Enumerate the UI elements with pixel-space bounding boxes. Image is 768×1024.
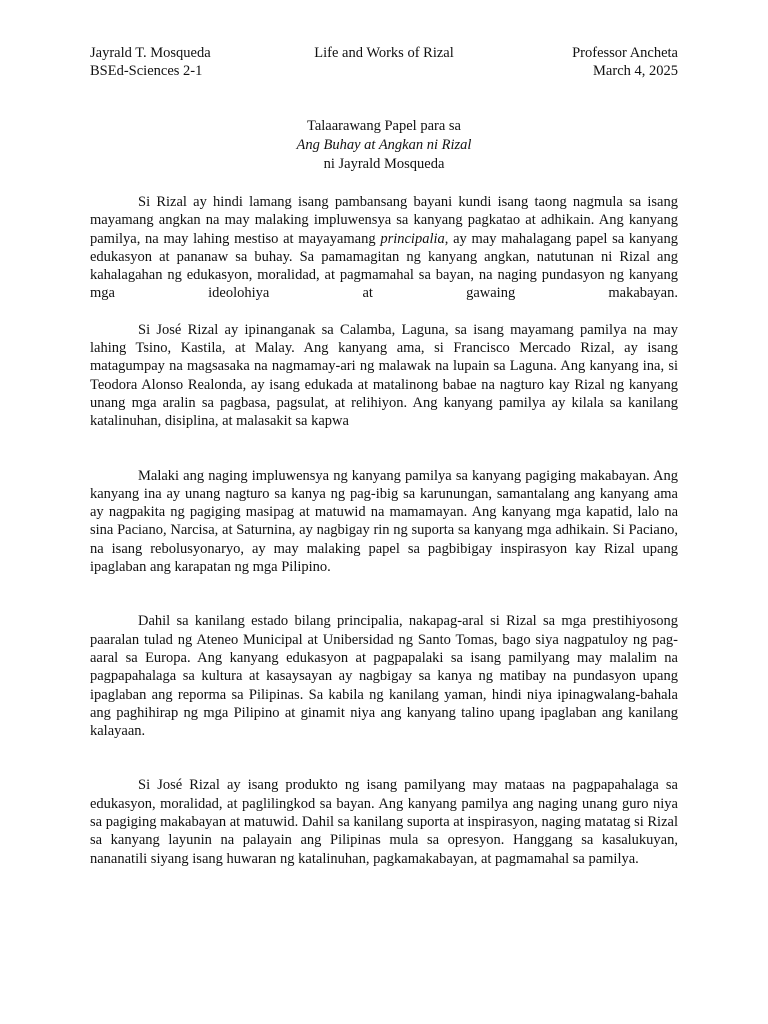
course-name: Life and Works of Rizal	[314, 45, 454, 61]
title-line-2: Ang Buhay at Angkan ni Rizal	[296, 137, 472, 153]
title-block	[90, 117, 678, 174]
header-left	[90, 45, 284, 80]
title-line-1: Talaarawang Papel para sa	[307, 118, 461, 134]
professor-name: Professor Ancheta	[572, 45, 678, 61]
author-name: Jayrald T. Mosqueda	[90, 45, 211, 61]
paragraph-1-italic-term: principalia	[380, 230, 445, 247]
document-date: March 4, 2025	[593, 62, 678, 79]
paragraph-5: Si José Rizal ay isang produkto ng isang pamilyang may mataas na pagpapahalaga sa edukasyon, moralidad, at paglilingkod sa bayan. Ang kanyang pamilya ang naging unang guro niya sa pagiging makabayan at matuwid. Dahil sa kanilang suporta at inspirasyon, naging matatag si Rizal sa kanyang layunin na palayain ang Pilipinas mula sa opresyon. Hanggang sa kasalukuyan, nananatili siyang isang huwaran ng katalinuhan, pagkamakabayan, at pagmamahal sa pamilya.	[90, 777, 678, 867]
essay-body	[90, 193, 678, 868]
class-section: BSEd-Sciences 2-1	[90, 62, 203, 79]
paragraph-3: Malaki ang naging impluwensya ng kanyang pamilya sa kanyang pagiging makabayan. Ang kanyang ina ay unang nagturo sa kanya ng pag-ibig sa karunungan, samantalang ang kanyang ama ay nagpakita ng pagiging masipag at matuwid na mamamayan. Ang kanyang mga kapatid, lalo na sina Paciano, Narcisa, at Saturnina, ay nagbigay rin ng suporta sa kanyang mga adhikain. Si Paciano, na isang rebolusyonaryo, ay may malaking papel sa pagbibigay inspirasyon kay Rizal upang ipaglaban ang karapatan ng mga Pilipino.	[90, 467, 678, 576]
paragraph-1-text-a: Si Rizal ay hindi lamang isang pambansang bayani kundi isang taong nagmula sa isang mayamang angkan na may malaking impluwensya sa kanyang pagkatao at adhikain. Ang kanyang pamilya, na may lahing mestiso at mayayamang	[90, 194, 678, 247]
paragraph-1	[90, 193, 678, 303]
header-center	[284, 45, 484, 80]
paragraph-2: Si José Rizal ay ipinanganak sa Calamba, Laguna, sa isang mayamang pamilya na may lahing Tsino, Kastila, at Malay. Ang kanyang ama, si Francisco Mercado Rizal, ay isang matagumpay na magsasaka na nagmamay-ari ng malawak na lupain sa Laguna. Ang kanyang ina, si Teodora Alonso Realonda, ay isang edukada at matalinong babae na nagturo kay Rizal ng kanyang unang mga aralin sa pagbasa, pagsulat, at relihiyon. Ang kanyang pamilya ay kilala sa kanilang katalinuhan, disiplina, at malasakit sa kapwa	[90, 321, 678, 430]
document-header	[90, 45, 678, 80]
header-right	[484, 45, 678, 80]
paragraph-4: Dahil sa kanilang estado bilang principalia, nakapag-aral si Rizal sa mga prestihiyosong paaralan tulad ng Ateneo Municipal at Unibersidad ng Santo Tomas, bago siya nagpatuloy ng pag-aaral sa Europa. Ang kanyang edukasyon at pagpapalaki sa isang pamilyang may malalim na pagpapahalaga sa kultura at kasaysayan ay nagbigay sa kanya ng matibay na pundasyon upang ipaglaban ang reporma sa Pilipinas. Sa kabila ng kanilang yaman, hindi niya ipinagwalang-bahala ang paghihirap ng mga Pilipino at ginamit niya ang kanyang talino upang ipaglaban ang kanilang kalayaan.	[90, 613, 678, 740]
byline: ni Jayrald Mosqueda	[323, 156, 445, 172]
paragraph-1-text-b: , ay may mahalagang papel sa kanyang edukasyon at pananaw sa buhay. Sa pamamagitan ng kanyang angkan, natutunan ni Rizal ang kahalagahan ng edukasyon, moralidad, at pagmamahal sa bayan, na naging pundasyon ng kanyang mga ideolohiya at gawaing makabayan.	[90, 230, 678, 302]
